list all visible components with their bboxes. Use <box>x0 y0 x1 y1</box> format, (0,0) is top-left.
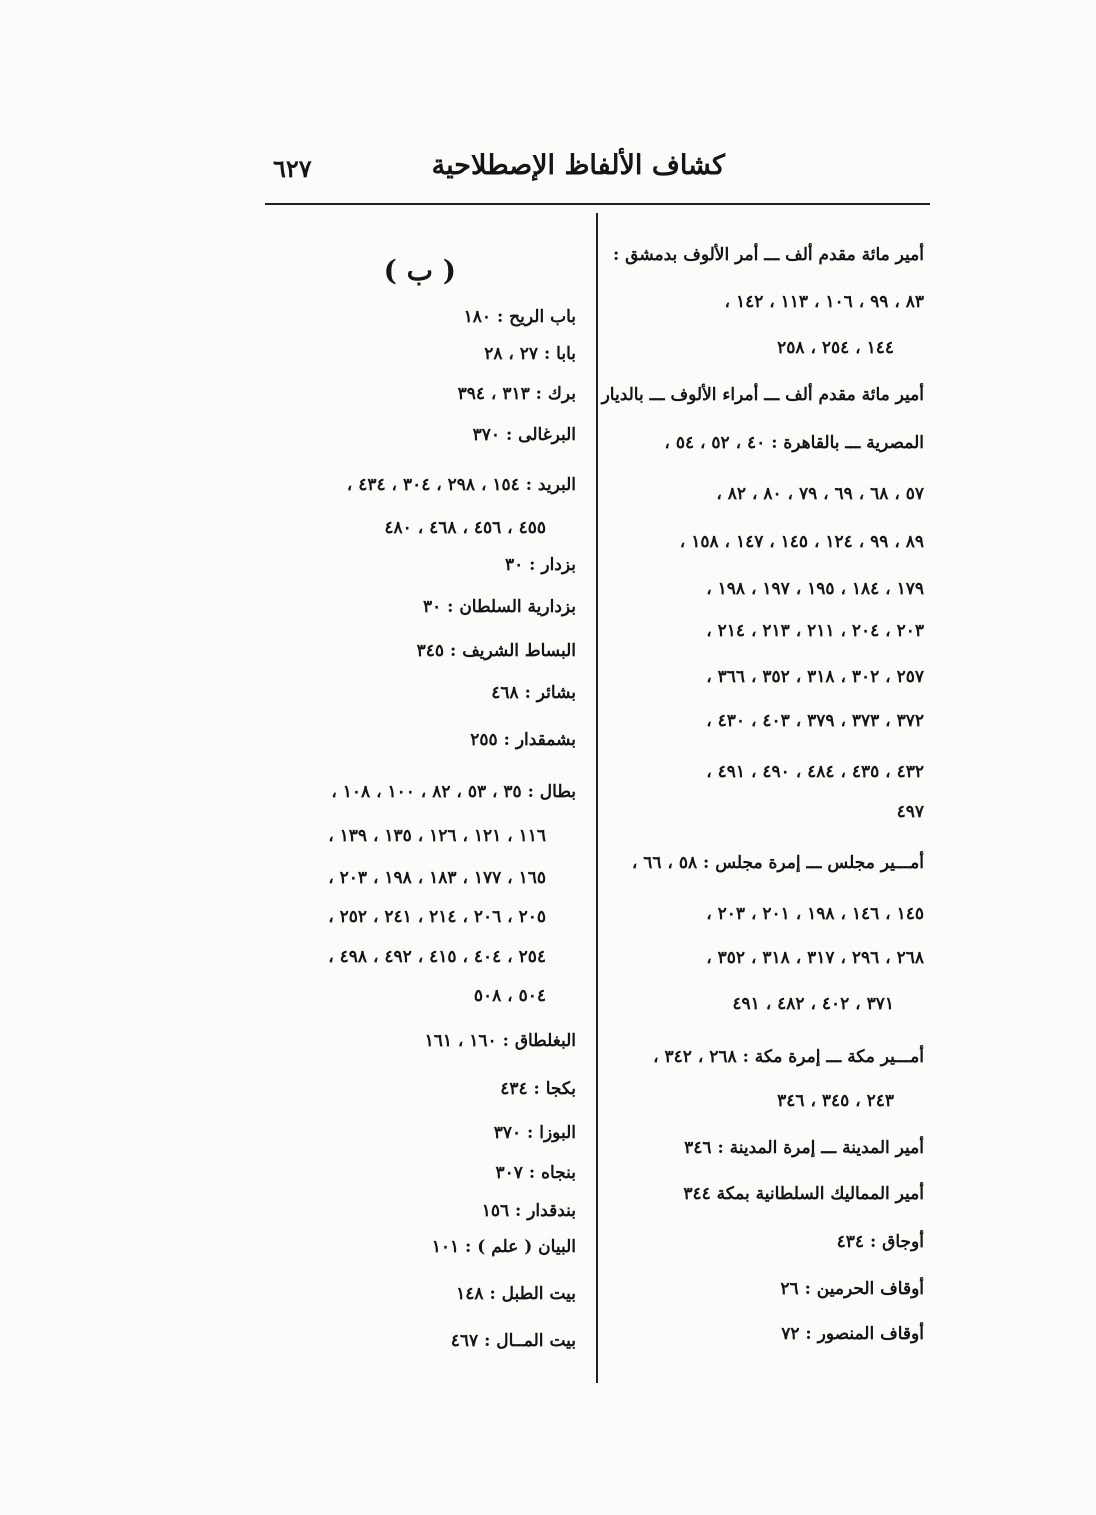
index-entry-cont: ٢٥٧ ، ٣٠٢ ، ٣١٨ ، ٣٥٢ ، ٣٦٦ ، <box>706 667 924 687</box>
index-entry: بابا : ٢٧ ، ٢٨ <box>484 344 576 364</box>
page-number: ٦٢٧ <box>273 154 312 183</box>
index-entry-cont: ٢٠٥ ، ٢٠٦ ، ٢١٤ ، ٢٤١ ، ٢٥٢ ، <box>328 907 546 927</box>
index-entry: البرغالى : ٣٧٠ <box>472 425 576 445</box>
index-entry: بشمقدار : ٢٥٥ <box>470 730 576 750</box>
header-rule <box>265 203 930 205</box>
index-entry: بندقدار : ١٥٦ <box>481 1201 576 1221</box>
index-entry: بشائر : ٤٦٨ <box>491 683 576 703</box>
index-entry-cont: ١١٦ ، ١٢١ ، ١٢٦ ، ١٣٥ ، ١٣٩ ، <box>328 826 546 846</box>
index-entry: أوقاف المنصور : ٧٢ <box>781 1324 924 1344</box>
index-entry: أمـــير مجلس ـــ إمرة مجلس : ٥٨ ، ٦٦ ، <box>631 853 924 873</box>
index-entry: أمير المدينة ـــ إمرة المدينة : ٣٤٦ <box>684 1138 924 1158</box>
section-letter: ( ب ) <box>383 254 456 287</box>
index-entry: أمير المماليك السلطانية بمكة ٣٤٤ <box>683 1184 924 1204</box>
index-entry-cont: ٨٣ ، ٩٩ ، ١٠٦ ، ١١٣ ، ١٤٢ ، <box>724 292 924 312</box>
index-entry: بيت المــال : ٤٦٧ <box>450 1331 576 1351</box>
page-title: كشاف الألفاظ الإصطلاحية <box>431 150 725 181</box>
index-entry: بطال : ٣٥ ، ٥٣ ، ٨٢ ، ١٠٠ ، ١٠٨ ، <box>331 782 576 802</box>
index-entry: أوقاف الحرمين : ٢٦ <box>780 1279 924 1299</box>
column-divider <box>596 213 598 1383</box>
index-entry-cont: ٢٥٤ ، ٤٠٤ ، ٤١٥ ، ٤٩٢ ، ٤٩٨ ، <box>328 947 546 967</box>
index-entry-cont: المصرية ـــ بالقاهرة : ٤٠ ، ٥٢ ، ٥٤ ، <box>664 433 924 453</box>
index-entry-cont: ٥٠٤ ، ٥٠٨ <box>473 986 546 1006</box>
index-entry-cont: ١٦٥ ، ١٧٧ ، ١٨٣ ، ١٩٨ ، ٢٠٣ ، <box>328 868 546 888</box>
index-entry-cont: ١٧٩ ، ١٨٤ ، ١٩٥ ، ١٩٧ ، ١٩٨ ، <box>706 579 924 599</box>
index-entry: بيت الطبل : ١٤٨ <box>456 1284 576 1304</box>
index-entry: البريد : ١٥٤ ، ٢٩٨ ، ٣٠٤ ، ٤٣٤ ، <box>346 475 576 495</box>
index-entry-cont: ٢٦٨ ، ٢٩٦ ، ٣١٧ ، ٣١٨ ، ٣٥٢ ، <box>706 948 924 968</box>
index-entry: بزدار : ٣٠ <box>505 555 576 575</box>
index-entry-cont: ٢٠٣ ، ٢٠٤ ، ٢١١ ، ٢١٣ ، ٢١٤ ، <box>706 621 924 641</box>
index-entry: أمير مائة مقدم ألف ـــ أمراء الألوف ـــ بالديار <box>601 385 924 405</box>
index-entry: البيان ( علم ) : ١٠١ <box>431 1237 576 1257</box>
index-entry: أمـــير مكة ـــ إمرة مكة : ٢٦٨ ، ٣٤٢ ، <box>653 1047 924 1067</box>
index-entry-cont: ٣٧٢ ، ٣٧٣ ، ٣٧٩ ، ٤٠٣ ، ٤٣٠ ، <box>706 711 924 731</box>
index-entry: البساط الشريف : ٣٤٥ <box>416 641 576 661</box>
index-entry-cont: ١٤٤ ، ٢٥٤ ، ٢٥٨ <box>777 338 894 358</box>
index-entry-cont: ٣٧١ ، ٤٠٢ ، ٤٨٢ ، ٤٩١ <box>732 994 894 1014</box>
page-header <box>265 150 930 202</box>
index-entry-cont: ٥٧ ، ٦٨ ، ٦٩ ، ٧٩ ، ٨٠ ، ٨٢ ، <box>716 484 924 504</box>
index-entry-cont: ٤٥٥ ، ٤٥٦ ، ٤٦٨ ، ٤٨٠ <box>384 518 546 538</box>
index-entry: أمير مائة مقدم ألف ـــ أمر الألوف بدمشق : <box>612 245 924 265</box>
index-entry-cont: ٤٩٧ <box>896 802 924 822</box>
index-entry: بنجاه : ٣٠٧ <box>495 1163 576 1183</box>
index-entry: البوزا : ٣٧٠ <box>493 1123 576 1143</box>
index-entry: باب الريح : ١٨٠ <box>463 307 576 327</box>
index-entry: بزدارية السلطان : ٣٠ <box>422 597 576 617</box>
index-entry: أوجاق : ٤٣٤ <box>836 1232 924 1252</box>
index-entry-cont: ٢٤٣ ، ٣٤٥ ، ٣٤٦ <box>777 1091 894 1111</box>
index-entry: بكجا : ٤٣٤ <box>500 1079 576 1099</box>
index-entry: البغلطاق : ١٦٠ ، ١٦١ <box>424 1031 576 1051</box>
index-entry-cont: ١٤٥ ، ١٤٦ ، ١٩٨ ، ٢٠١ ، ٢٠٣ ، <box>706 904 924 924</box>
index-entry-cont: ٤٣٢ ، ٤٣٥ ، ٤٨٤ ، ٤٩٠ ، ٤٩١ ، <box>706 762 924 782</box>
index-entry-cont: ٨٩ ، ٩٩ ، ١٢٤ ، ١٤٥ ، ١٤٧ ، ١٥٨ ، <box>679 532 924 552</box>
index-entry: برك : ٣١٣ ، ٣٩٤ <box>457 384 576 404</box>
